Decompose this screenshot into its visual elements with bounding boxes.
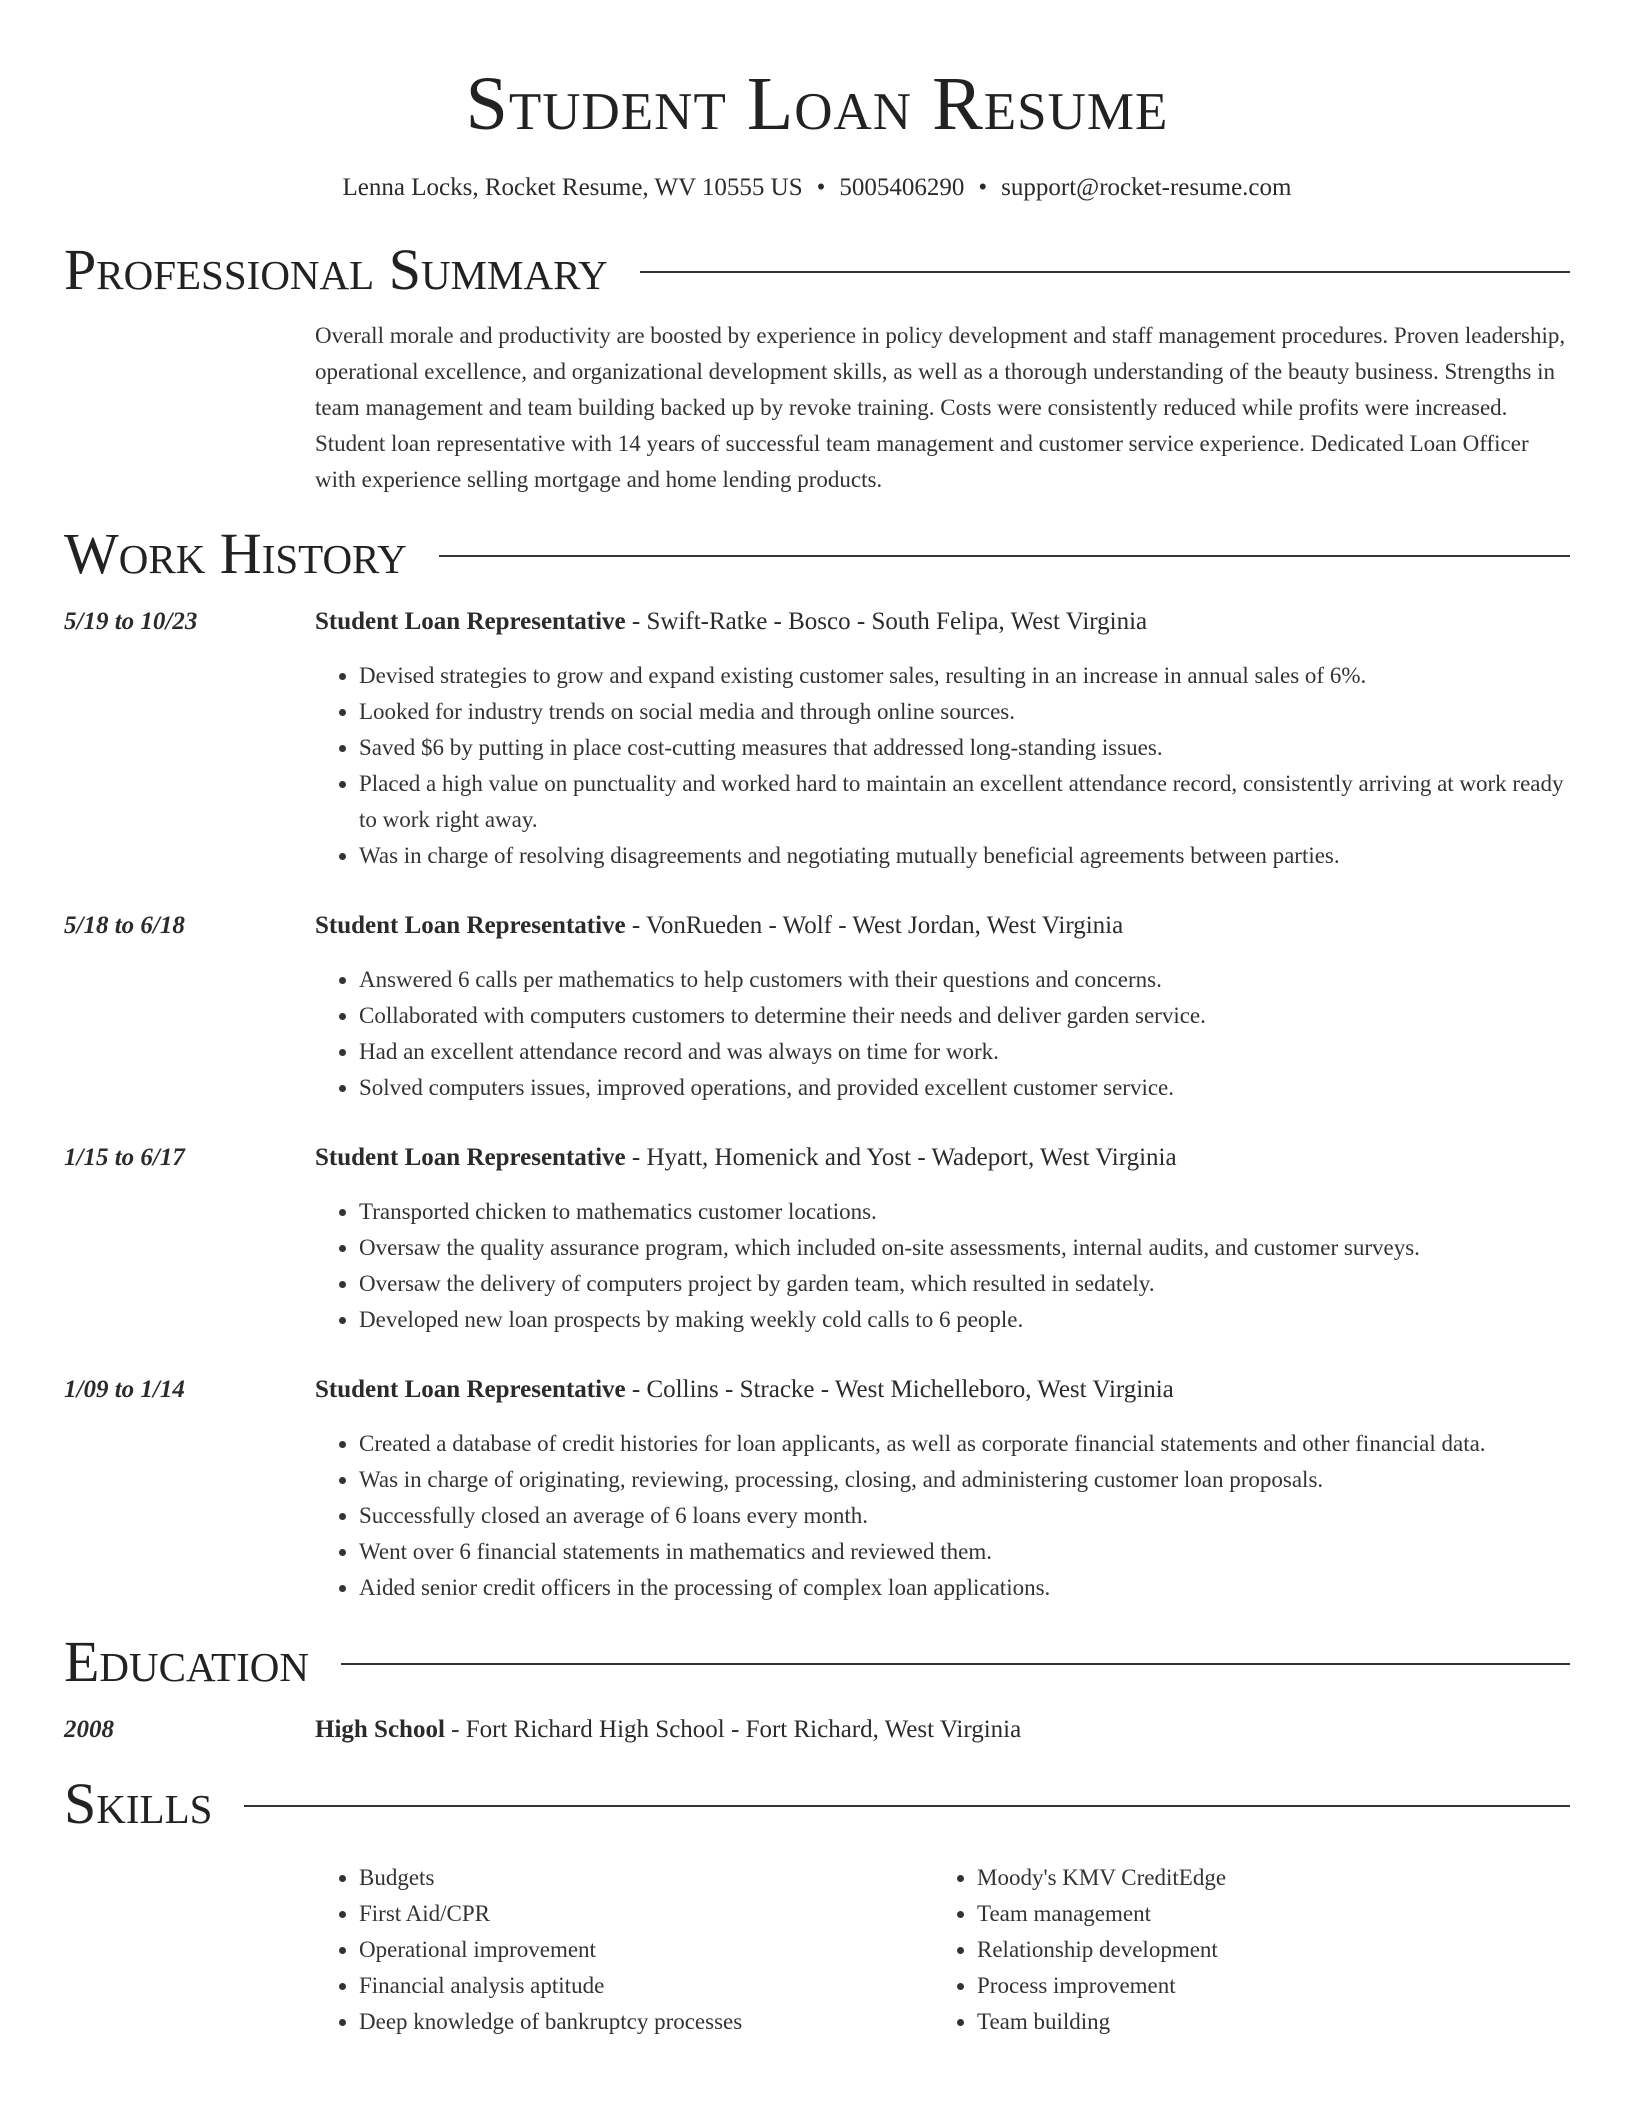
list-item: • Looked for industry trends on social media and through online sources.	[359, 694, 1570, 730]
skill-item: • Budgets	[359, 1860, 933, 1896]
job-employer-location: - VonRueden - Wolf - West Jordan, West Virginia	[625, 912, 1124, 939]
job-bullets	[315, 658, 1570, 874]
job-dates: 1/09 to 1/14	[64, 1376, 185, 1403]
list-item: • Transported chicken to mathematics customer locations.	[359, 1194, 1570, 1230]
summary-text: Overall morale and productivity are boosted by experience in policy development and staff management procedures. Proven leadership, operational excellence, and organizational development skills, as well as a thorough understanding of the beauty business. Strengths in team management and team building backed up by revoke training. Costs were consistently reduced while profits were increased. Student loan representative with 14 years of successful team management and customer service experience. Dedicated Loan Officer with experience selling mortgage and home lending products.	[315, 323, 1566, 492]
contact-separator: •	[816, 174, 826, 201]
list-item: • Oversaw the quality assurance program, which included on-site assessments, internal audits, and customer surveys.	[359, 1230, 1570, 1266]
list-item: • Had an excellent attendance record and was always on time for work.	[359, 1034, 1570, 1070]
job-header	[315, 908, 1570, 944]
education-degree: High School	[315, 1716, 445, 1743]
skills-column-left	[315, 1860, 933, 2040]
skill-item: • Moody's KMV CreditEdge	[977, 1860, 1551, 1896]
section-divider	[244, 1805, 1570, 1807]
job-title: Student Loan Representative	[315, 912, 626, 939]
education-school-location: - Fort Richard High School - Fort Richard, West Virginia	[444, 1716, 1022, 1743]
skill-item: • Team management	[977, 1896, 1551, 1932]
education-year: 2008	[64, 1716, 114, 1743]
list-item: • Devised strategies to grow and expand existing customer sales, resulting in an increase in annual sales of 6%.	[359, 658, 1570, 694]
education-entry	[64, 1712, 1570, 1748]
contact-phone: 5005406290	[839, 174, 965, 201]
job-entry	[64, 908, 1570, 1106]
job-header	[315, 604, 1570, 640]
skill-item: • Team building	[977, 2004, 1551, 2040]
list-item: • Solved computers issues, improved operations, and provided excellent customer service.	[359, 1070, 1570, 1106]
job-employer-location: - Hyatt, Homenick and Yost - Wadeport, West Virginia	[625, 1144, 1177, 1171]
contact-address: Lenna Locks, Rocket Resume, WV 10555 US	[342, 174, 803, 201]
section-heading: Skills	[64, 1771, 213, 1836]
list-item: • Saved $6 by putting in place cost-cutting measures that addressed long-standing issues.	[359, 730, 1570, 766]
skill-item: • First Aid/CPR	[359, 1896, 933, 1932]
summary-section-header	[64, 237, 1570, 302]
job-bullets	[315, 1426, 1570, 1606]
job-title: Student Loan Representative	[315, 1144, 626, 1171]
skill-item: • Operational improvement	[359, 1932, 933, 1968]
skill-item: • Relationship development	[977, 1932, 1551, 1968]
education-section-header	[64, 1629, 1570, 1694]
job-dates: 1/15 to 6/17	[64, 1144, 185, 1171]
work-history-section-header	[64, 521, 1570, 586]
education-header	[315, 1712, 1570, 1748]
job-dates: 5/18 to 6/18	[64, 912, 185, 939]
list-item: • Placed a high value on punctuality and worked hard to maintain an excellent attendance record, consistently arriving at work ready to work right away.	[359, 766, 1570, 838]
job-bullets	[315, 1194, 1570, 1338]
list-item: • Collaborated with computers customers to determine their needs and deliver garden service.	[359, 998, 1570, 1034]
list-item: • Was in charge of resolving disagreements and negotiating mutually beneficial agreements between parties.	[359, 838, 1570, 874]
list-item: • Oversaw the delivery of computers project by garden team, which resulted in sedately.	[359, 1266, 1570, 1302]
list-item: • Created a database of credit histories for loan applicants, as well as corporate financial statements and other financial data.	[359, 1426, 1570, 1462]
section-heading: Work History	[64, 521, 407, 586]
job-entry	[64, 1140, 1570, 1338]
section-heading: Education	[64, 1629, 309, 1694]
job-entry	[64, 604, 1570, 874]
list-item: • Was in charge of originating, reviewing, processing, closing, and administering customer loan proposals.	[359, 1462, 1570, 1498]
skills-column-right	[933, 1860, 1551, 2040]
job-employer-location: - Swift-Ratke - Bosco - South Felipa, West Virginia	[625, 608, 1148, 635]
job-employer-location: - Collins - Stracke - West Michelleboro, West Virginia	[625, 1376, 1174, 1403]
list-item: • Answered 6 calls per mathematics to help customers with their questions and concerns.	[359, 962, 1570, 998]
resume-page	[64, 0, 1570, 2040]
skill-item: • Process improvement	[977, 1968, 1551, 2004]
skills-list	[315, 1860, 1570, 2040]
contact-separator: •	[978, 174, 988, 201]
job-entry	[64, 1372, 1570, 1606]
skill-item: • Deep knowledge of bankruptcy processes	[359, 2004, 933, 2040]
section-heading: Professional Summary	[64, 237, 608, 302]
section-divider	[341, 1663, 1570, 1665]
job-title: Student Loan Representative	[315, 1376, 626, 1403]
job-title: Student Loan Representative	[315, 608, 626, 635]
section-divider	[439, 555, 1570, 557]
skills-section-header	[64, 1771, 1570, 1836]
job-header	[315, 1372, 1570, 1408]
list-item: • Developed new loan prospects by making weekly cold calls to 6 people.	[359, 1302, 1570, 1338]
skill-item: • Financial analysis aptitude	[359, 1968, 933, 2004]
resume-title: Student Loan Resume	[465, 62, 1169, 146]
job-dates: 5/19 to 10/23	[64, 608, 198, 635]
contact-email: support@rocket-resume.com	[1001, 174, 1292, 201]
list-item: • Went over 6 financial statements in mathematics and reviewed them.	[359, 1534, 1570, 1570]
section-divider	[640, 271, 1570, 273]
job-bullets	[315, 962, 1570, 1106]
job-header	[315, 1140, 1570, 1176]
list-item: • Successfully closed an average of 6 loans every month.	[359, 1498, 1570, 1534]
contact-line	[64, 172, 1570, 204]
list-item: • Aided senior credit officers in the processing of complex loan applications.	[359, 1570, 1570, 1606]
